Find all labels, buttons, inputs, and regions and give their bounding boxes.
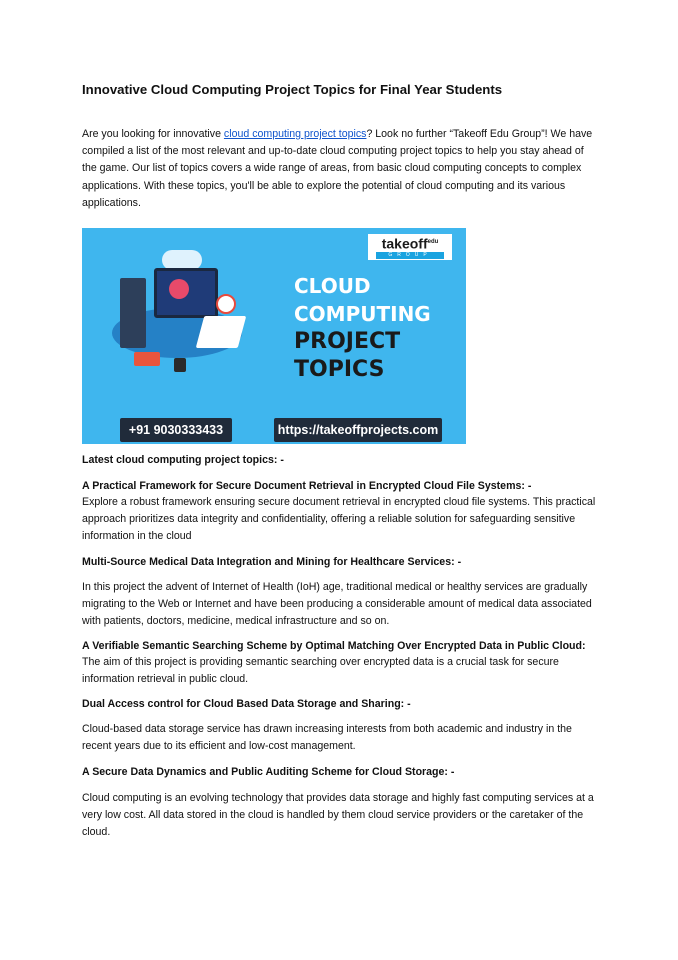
section-heading: Latest cloud computing project topics: - [82, 454, 284, 466]
topic-description: Cloud computing is an evolving technology that provides data storage and highly fast computing services at a very low cost. All data stored in the cloud is handled by them cloud service providers or the caretaker of the cloud. [82, 792, 594, 838]
headline-line-3: PROJECT [294, 329, 401, 354]
topic-description: Cloud-based data storage service has drawn increasing interests from both academic and industry in the recent years due to its efficient and low-cost management. [82, 723, 572, 752]
topic-title: A Practical Framework for Secure Document Retrieval in Encrypted Cloud File Systems: - [82, 480, 532, 492]
monitor-icon [154, 268, 218, 318]
books-icon [134, 352, 160, 366]
logo-sup: edu [427, 239, 439, 245]
cloud-icon [162, 250, 202, 270]
intro-text-start: Are you looking for innovative [82, 128, 224, 140]
topic-description: Explore a robust framework ensuring secure document retrieval in encrypted cloud file systems. This practical approach prioritizes data integrity and confidentiality, offering a reliable solution for safeguarding sensitive information in the cloud [82, 496, 596, 542]
banner-headline [294, 272, 431, 384]
topic-title: Multi-Source Medical Data Integration and Mining for Healthcare Services: - [82, 556, 462, 568]
mug-icon [174, 358, 186, 372]
website-url-badge: https://takeoffprojects.com [274, 418, 442, 442]
page-title: Innovative Cloud Computing Project Topics for Final Year Students [82, 82, 503, 97]
topic-title: A Verifiable Semantic Searching Scheme by Optimal Matching Over Encrypted Data in Public Cloud: [82, 640, 586, 652]
topic-description: The aim of this project is providing semantic searching over encrypted data is a crucial task for secure information retrieval in public cloud. [82, 656, 559, 685]
cloud-computing-banner-image [82, 228, 466, 444]
chart-card-icon [196, 316, 247, 348]
intro-paragraph [82, 126, 600, 212]
headline-line-4: TOPICS [294, 357, 385, 382]
topic-title: Dual Access control for Cloud Based Data Storage and Sharing: - [82, 698, 411, 710]
takeoff-edu-logo [368, 234, 452, 260]
topic-title: A Secure Data Dynamics and Public Auditing Scheme for Cloud Storage: - [82, 766, 455, 778]
cloud-topics-link[interactable]: cloud computing project topics [223, 128, 367, 140]
server-rack-icon [120, 278, 146, 348]
intro-text-end: ? Look no further “Takeoff Edu Group”! We have compiled a list of the most relevant and up-to-date cloud computing project topics to help you stay ahead of the game. Our list of topics covers a wide range of areas, from basic cloud computing concepts to complex applications. With these topics, you'll be able to explore the potential of cloud computing and its various applications. [82, 128, 593, 209]
topic-description: In this project the advent of Internet of Health (IoH) age, traditional medical or healthy services are gradually migrating to the Web or Internet and have been producing a considerable amount of medical data associated with patients, doctors, medicine, medical infrastructure and so on. [82, 581, 592, 627]
headline-line-1: CLOUD [294, 274, 371, 298]
logo-brand: takeoff [381, 235, 428, 252]
clock-icon [216, 294, 236, 314]
headline-line-2: COMPUTING [294, 302, 431, 326]
phone-number-badge: +91 9030333433 [120, 418, 232, 442]
logo-group: GROUP [376, 252, 444, 259]
